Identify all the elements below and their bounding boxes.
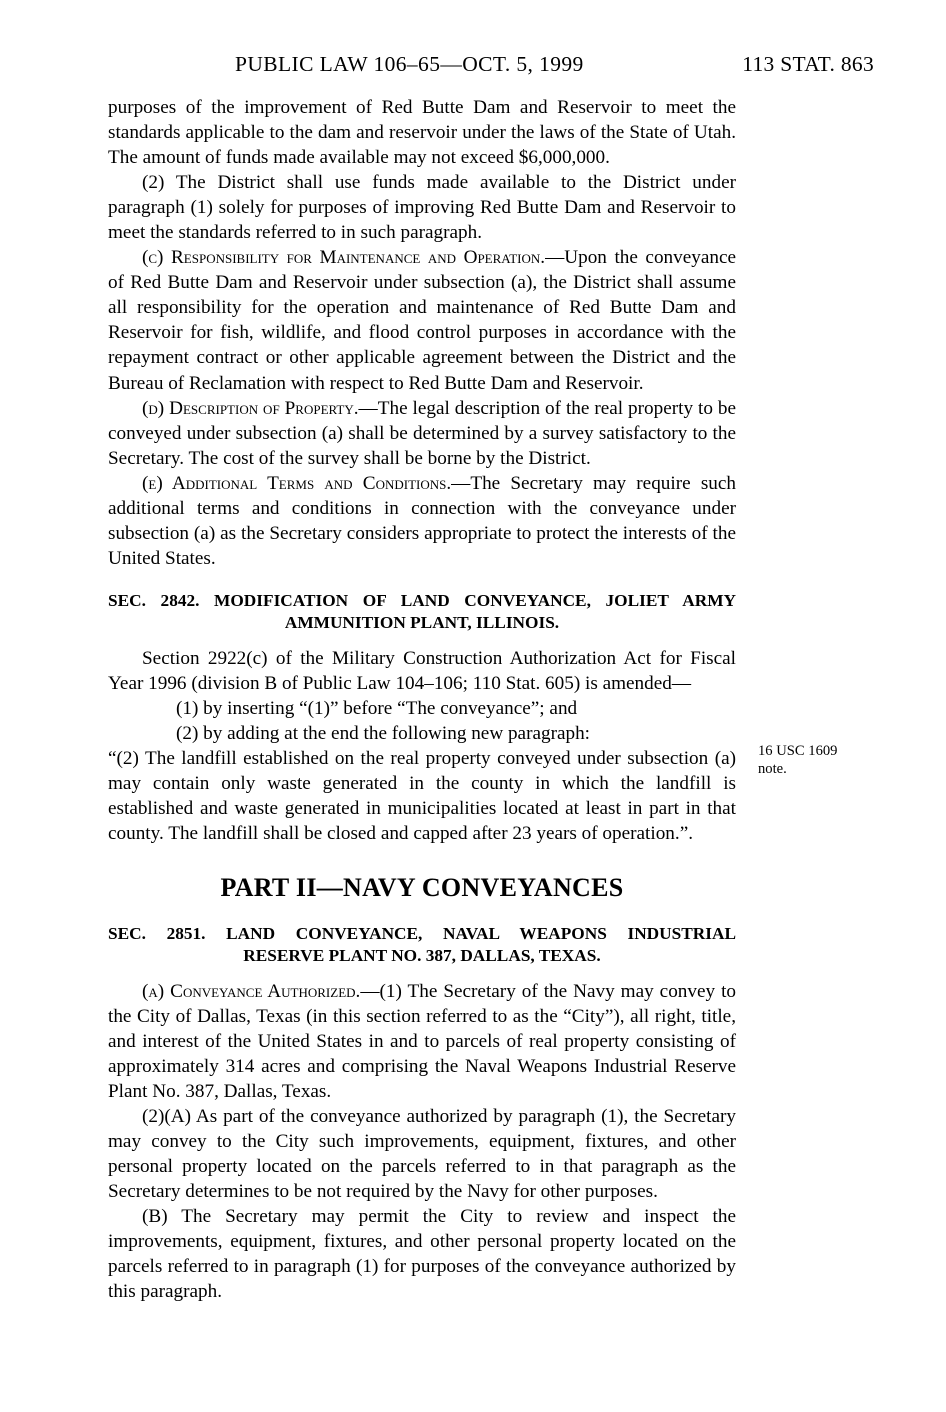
margin-note-line2: note.: [758, 761, 787, 778]
section-heading-2851: [108, 923, 736, 967]
section-heading-2842-line1: SEC. 2842. MODIFICATION OF LAND CONVEYANCE, JOLIET ARMY: [108, 590, 736, 610]
paragraph-subsection-a: [108, 979, 736, 1104]
paragraph-subsection-d: [108, 396, 736, 471]
subsection-c-text: Upon the conveyance of Red Butte Dam and Reservoir under subsection (a), the District shall assume all responsibility for the operation and maintenance of Red Butte Dam and Reservoir for fish, wildlife, and flood control purposes in accordance with the repayment contract or other applicable agreement between the District and the Bureau of Reclamation with respect to Red Butte Dam and Reservoir.: [108, 247, 736, 394]
paragraph-amend-2: (2) by adding at the end the following new paragraph:: [176, 723, 591, 745]
page-header: [0, 52, 946, 80]
document-body: [108, 95, 736, 1304]
paragraph-continuation: purposes of the improvement of Red Butte Dam and Reservoir to meet the standards applicable to the dam and reservoir under the laws of the State of Utah. The amount of funds made available may not exceed $6,000,000.: [108, 97, 736, 169]
paragraph-2: (2) The District shall use funds made available to the District under paragraph (1) solely for purposes of improving Red Butte Dam and Reservoir to meet the standards referred to in such paragraph.: [108, 172, 736, 244]
subsection-e-text: The Secretary may require such additional terms and conditions in connection with the conveyance under subsection (a) as the Secretary considers appropriate to protect the interests of the United States.: [108, 472, 736, 569]
subsection-c-heading: (c) Responsibility for Maintenance and Operation.—: [142, 247, 565, 269]
section-heading-2842-line2: AMMUNITION PLANT, ILLINOIS.: [284, 613, 560, 633]
subsection-a-heading: (a) Conveyance Authorized.—: [142, 980, 380, 1002]
paragraph-new-landfill: “(2) The landfill established on the real property conveyed under subsection (a) may contain only waste generated in the county in which the landfill is established and waste generated in municipalities located at least in part in that county. The landfill shall be closed and capped after 23 years of operation.”.: [108, 748, 736, 845]
header-public-law: PUBLIC LAW 106–65—OCT. 5, 1999: [235, 52, 584, 76]
section-heading-2851-line1: SEC. 2851. LAND CONVEYANCE, NAVAL WEAPONS INDUSTRIAL: [108, 923, 736, 943]
paragraph-2A: (2)(A) As part of the conveyance authorized by paragraph (1), the Secretary may convey to the City such improvements, equipment, fixtures, and other personal property located on the parcels referred to in that paragraph as the Secretary determines to be not required by the Navy for other purposes.: [108, 1106, 736, 1203]
subsection-e-heading: (e) Additional Terms and Conditions.—: [142, 472, 471, 494]
paragraph-subsection-e: [108, 471, 736, 571]
paragraph-subsection-c: [108, 245, 736, 395]
header-stat-number: 113 STAT. 863: [742, 52, 874, 76]
subsection-a-text: (1) The Secretary of the Navy may convey to the City of Dallas, Texas (in this section referred to as the “City”), all right, title, and interest of the United States in and to parcels of real property consisting of approximately 314 acres and comprising the Naval Weapons Industrial Reserve Plant No. 387, Dallas, Texas.: [108, 980, 736, 1102]
subsection-d-text: The legal description of the real property to be conveyed under subsection (a) shall be determined by a survey satisfactory to the Secretary. The cost of the survey shall be borne by the District.: [108, 397, 736, 469]
paragraph-section-2922c: Section 2922(c) of the Military Construction Authorization Act for Fiscal Year 1996 (division B of Public Law 104–106; 110 Stat. 605) is amended—: [108, 648, 736, 695]
subsection-d-heading: (d) Description of Property.—: [142, 397, 378, 419]
margin-note-line1: 16 USC 1609: [758, 743, 838, 759]
section-heading-2851-line2: RESERVE PLANT NO. 387, DALLAS, TEXAS.: [243, 945, 601, 965]
paragraph-amend-1: (1) by inserting “(1)” before “The conveyance”; and: [176, 698, 578, 720]
paragraph-2B: (B) The Secretary may permit the City to review and inspect the improvements, equipment, fixtures, and other personal property located on the parcels referred to in paragraph (1) for purposes of the conveyance authorized by this paragraph.: [108, 1206, 736, 1303]
margin-note-usc: [758, 742, 933, 778]
section-heading-2842: [108, 590, 736, 634]
part-title-navy-conveyances: PART II—NAVY CONVEYANCES: [220, 872, 624, 902]
